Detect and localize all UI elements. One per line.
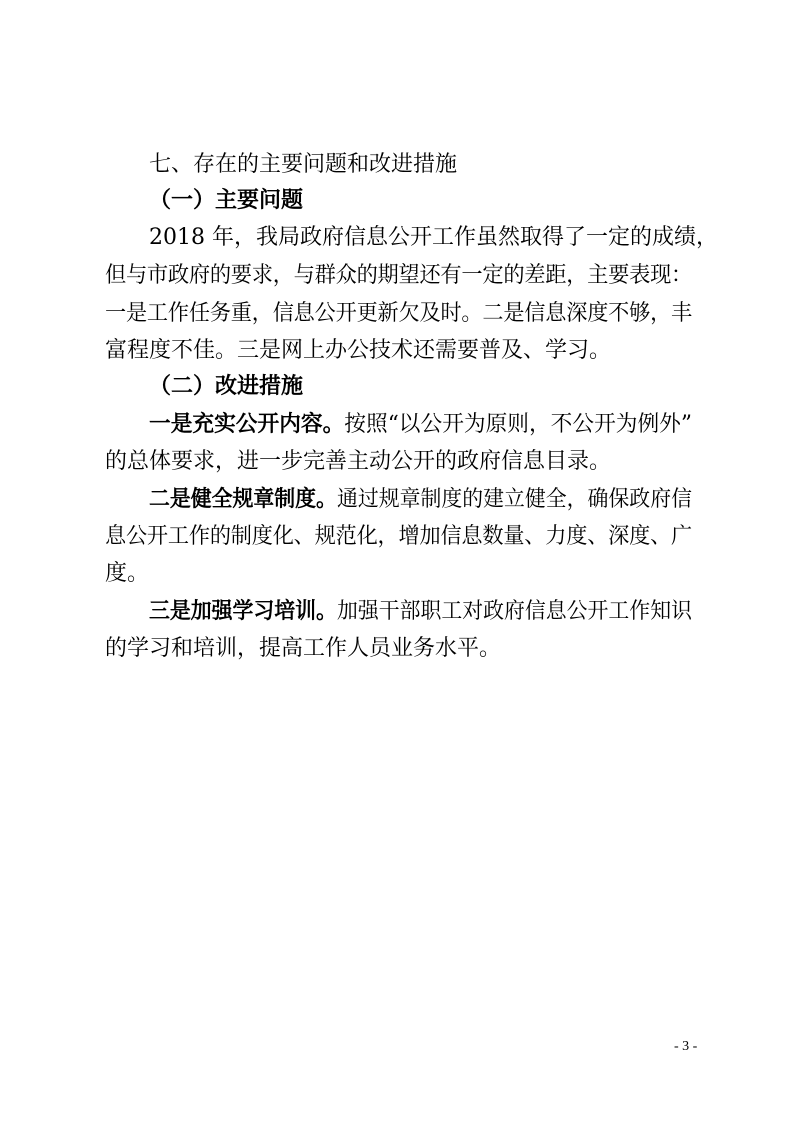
- page-number: - 3 -: [674, 1039, 698, 1054]
- problems-line-1: 2018 年，我局政府信息公开工作虽然取得了一定的成绩，: [149, 225, 718, 250]
- problems-line-4: 富程度不佳。三是网上办公技术还需要普及、学习。: [105, 338, 612, 363]
- measure-text: 按照“以公开为原则，不公开为例外”: [344, 412, 692, 437]
- measure-lead: 三是加强学习培训。: [149, 599, 337, 624]
- measure-lead: 一是充实公开内容。: [149, 412, 345, 437]
- measure-item-1: [149, 413, 692, 436]
- section-title: 七、存在的主要问题和改进措施: [149, 152, 458, 177]
- measure-2-line-3: 度。: [105, 561, 150, 586]
- measures-heading: （二）改进措施: [149, 374, 304, 399]
- measure-3-line-2: 的学习和培训，提高工作人员业务水平。: [105, 636, 502, 661]
- measure-text: 通过规章制度的建立健全，确保政府信: [336, 487, 692, 512]
- measure-item-2: [149, 488, 692, 511]
- problems-line-3: 一是工作任务重，信息公开更新欠及时。二是信息深度不够，丰: [105, 301, 693, 326]
- problems-line-2: 但与市政府的要求，与群众的期望还有一定的差距，主要表现：: [105, 263, 693, 288]
- measure-1-line-2: 的总体要求，进一步完善主动公开的政府信息目录。: [105, 449, 612, 474]
- measure-2-line-2: 息公开工作的制度化、规范化，增加信息数量、力度、深度、广: [105, 524, 693, 549]
- measure-item-3: [149, 600, 692, 623]
- problems-heading: （一）主要问题: [149, 188, 304, 213]
- measure-lead: 二是健全规章制度。: [149, 487, 337, 512]
- measure-text: 加强干部职工对政府信息公开工作知识: [336, 599, 692, 624]
